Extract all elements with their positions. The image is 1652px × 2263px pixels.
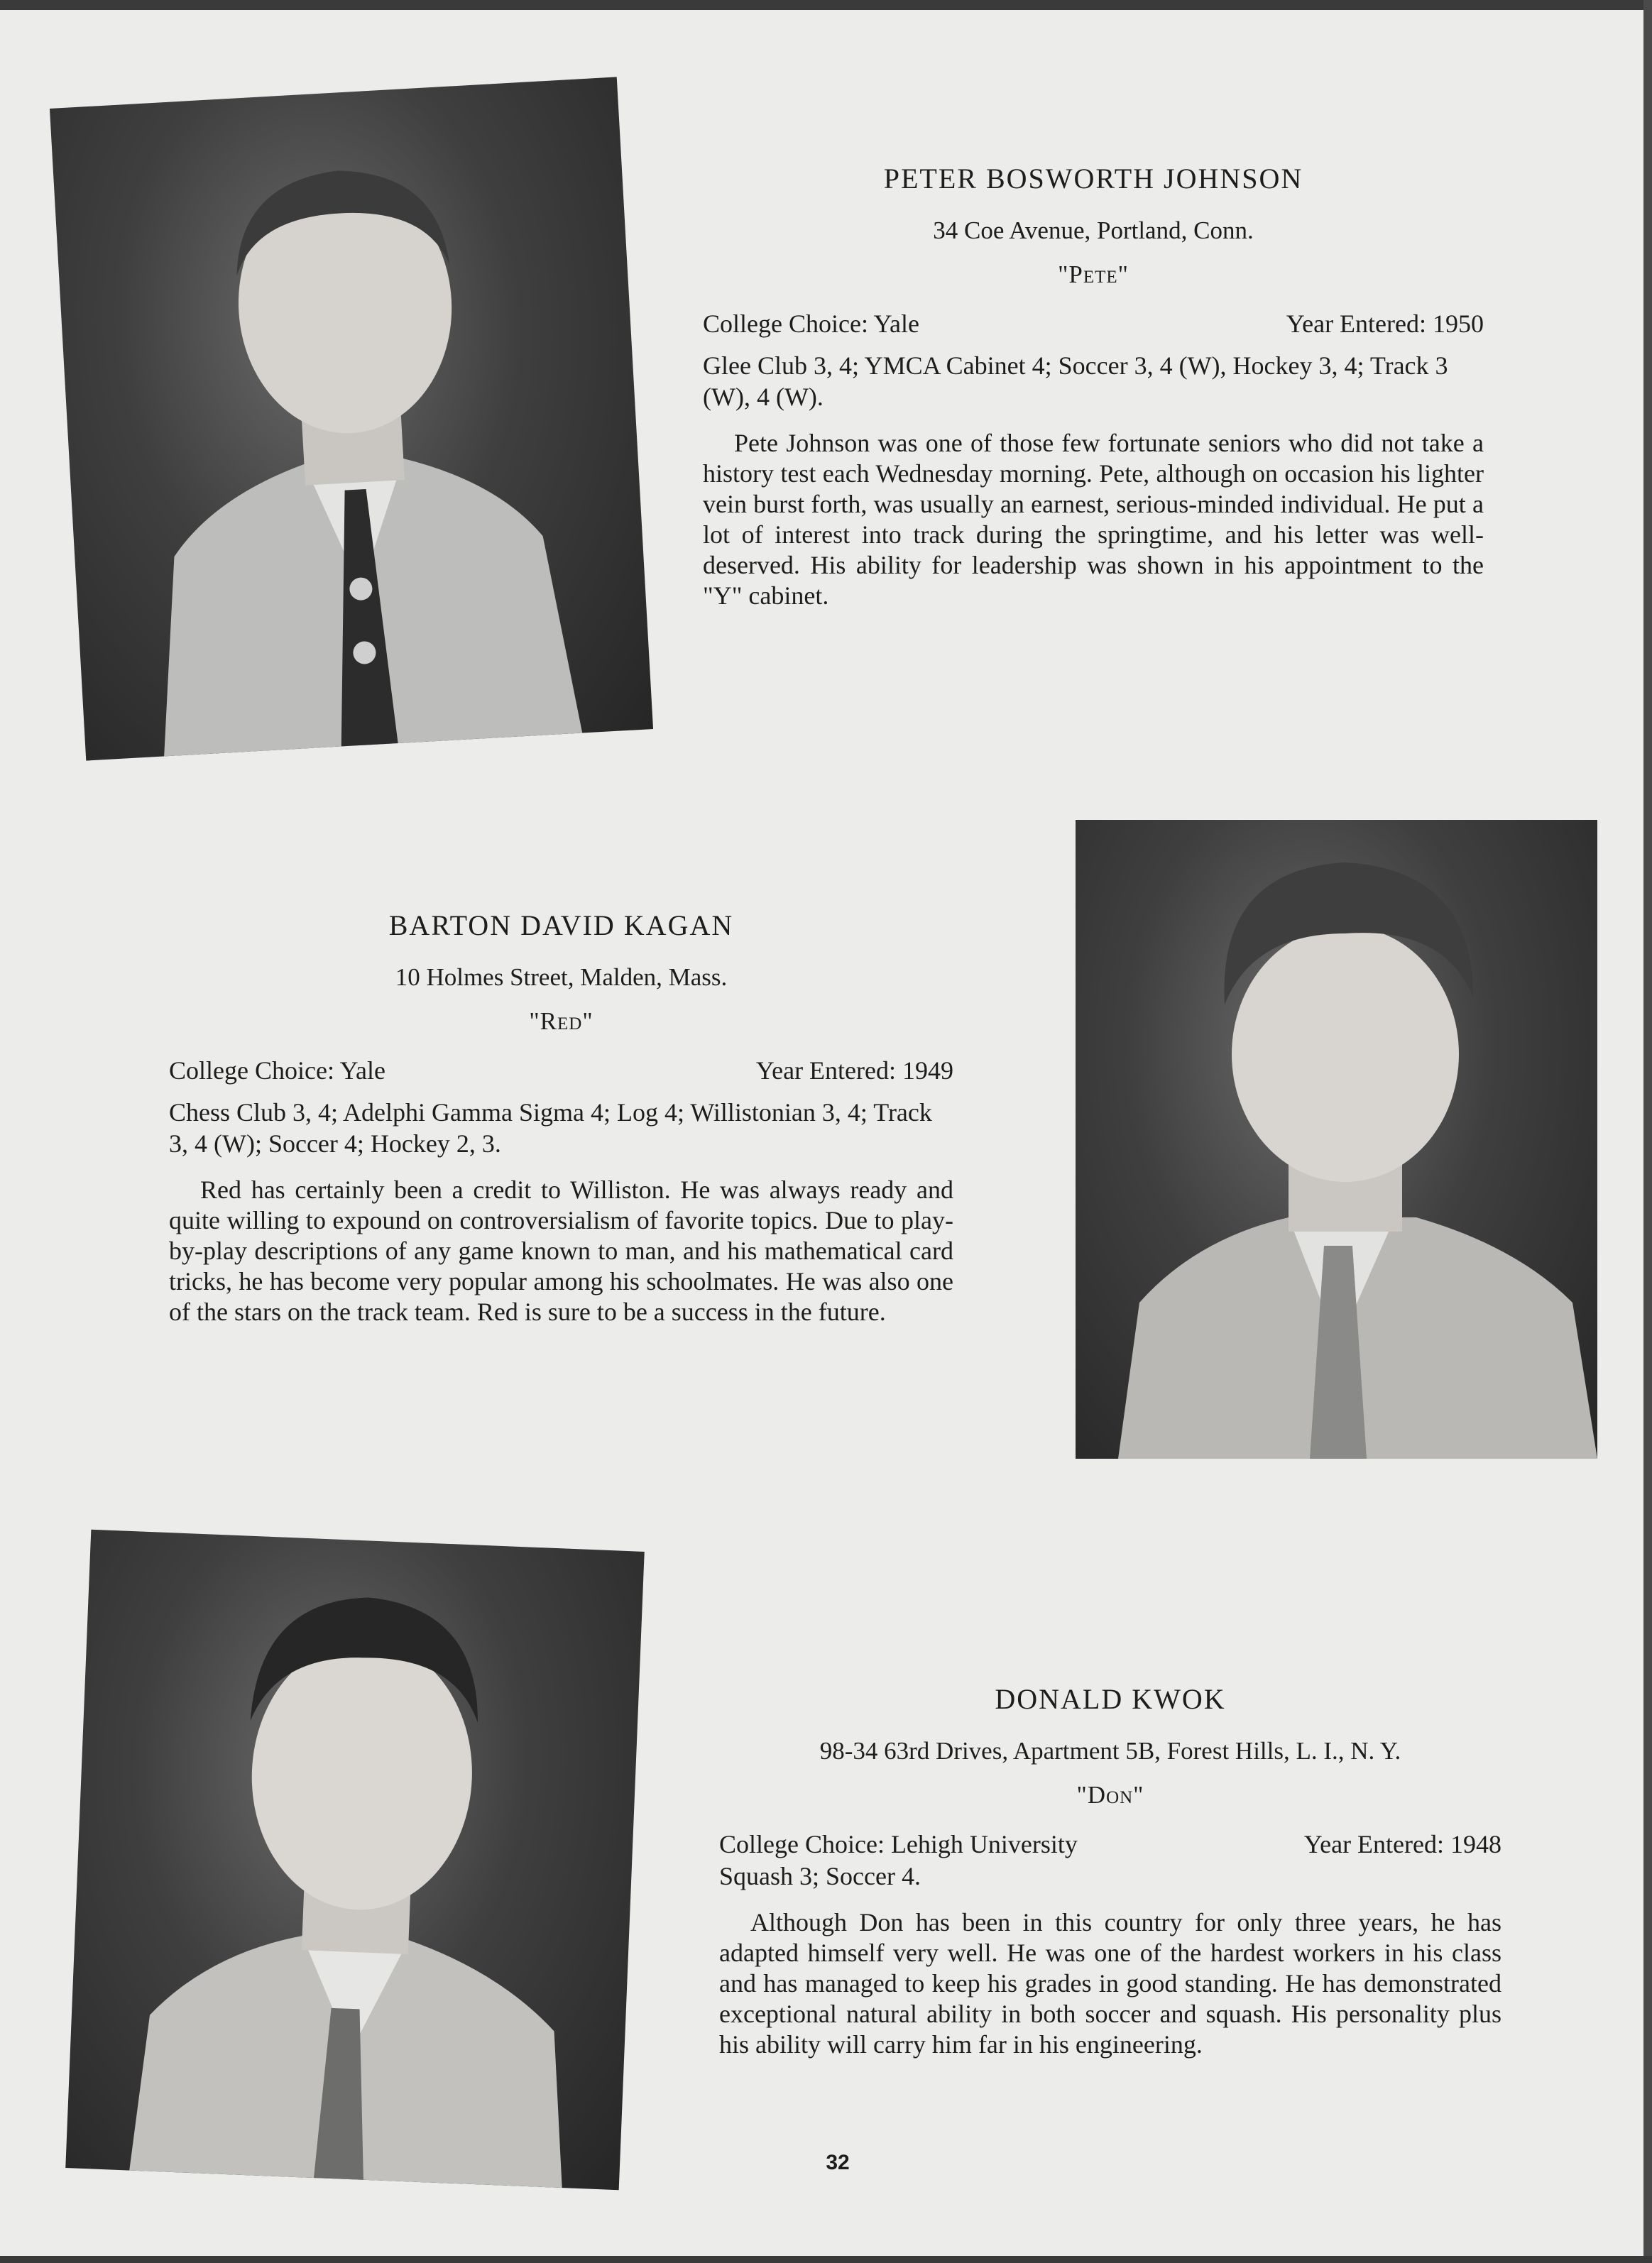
senior-name: DONALD KWOK [995,1683,1226,1715]
senior-nickname: "Don" [1076,1781,1144,1809]
senior-bio: Pete Johnson was one of those few fortunate seniors who did not take a history test each Wednesday morning. Pete, although on occasion his lighter vein burst forth, was usually an earnest, serious-minded individual. He put a lot of interest into track during the springtime, and his letter was well-deserved. His ability for leadership was shown in his appointment to the "Y" cabinet. [703,429,1484,610]
senior-entry-kwok [719,1682,1501,2060]
page-number: 32 [826,2151,850,2174]
senior-meta-row [719,1829,1501,1859]
senior-activities: Chess Club 3, 4; Adelphi Gamma Sigma 4; Log 4; Willistonian 3, 4; Track 3, 4 (W); Soccer 4; Hockey 2, 3. [169,1098,932,1158]
scan-edge-top [0,0,1652,10]
portrait-photo-johnson [50,77,653,760]
scan-edge-bottom [0,2256,1652,2263]
senior-address: 34 Coe Avenue, Portland, Conn. [933,217,1254,244]
senior-nickname: "Pete" [1058,261,1129,288]
year-entered: Year Entered: 1948 [1303,1830,1501,1858]
college-choice: College Choice: Yale [169,1056,385,1085]
portrait-figure-kwok [65,1530,644,2191]
senior-bio: Although Don has been in this country for only three years, he has adapted himself very well. He was one of the hardest workers in his class and has managed to keep his grades in good standing. He has demonstrated exceptional natural ability in both soccer and squash. His personality plus his ability will carry him far in his engineering. [719,1908,1501,2059]
college-choice: College Choice: Yale [703,309,919,338]
senior-entry-kagan [169,909,953,1327]
year-entered: Year Entered: 1949 [755,1056,953,1085]
senior-meta-row [169,1056,953,1085]
year-entered: Year Entered: 1950 [1286,309,1484,338]
portrait-figure-johnson [50,77,653,760]
portrait-photo-kwok [65,1530,644,2191]
scan-edge-right [1643,0,1652,2263]
senior-address: 10 Holmes Street, Malden, Mass. [395,963,728,991]
senior-nickname: "Red" [529,1007,593,1035]
college-choice: College Choice: Lehigh University [719,1830,1078,1858]
portrait-figure-kagan [1076,820,1597,1459]
senior-entry-johnson [703,162,1484,611]
senior-name: PETER BOSWORTH JOHNSON [883,163,1303,194]
senior-name: BARTON DAVID KAGAN [388,909,734,941]
senior-meta-row [703,309,1484,339]
portrait-photo-kagan [1076,820,1597,1459]
senior-activities: Glee Club 3, 4; YMCA Cabinet 4; Soccer 3, 4 (W), Hockey 3, 4; Track 3 (W), 4 (W). [703,351,1448,411]
senior-activities: Squash 3; Soccer 4. [719,1862,921,1890]
senior-address: 98-34 63rd Drives, Apartment 5B, Forest Hills, L. I., N. Y. [819,1737,1401,1765]
senior-bio: Red has certainly been a credit to Williston. He was always ready and quite willing to expound on controversialism of favorite topics. Due to play-by-play descriptions of any game known to man, and his mathematical card tricks, he has become very popular among his schoolmates. He was also one of the stars on the track team. Red is sure to be a success in the future. [169,1176,953,1326]
